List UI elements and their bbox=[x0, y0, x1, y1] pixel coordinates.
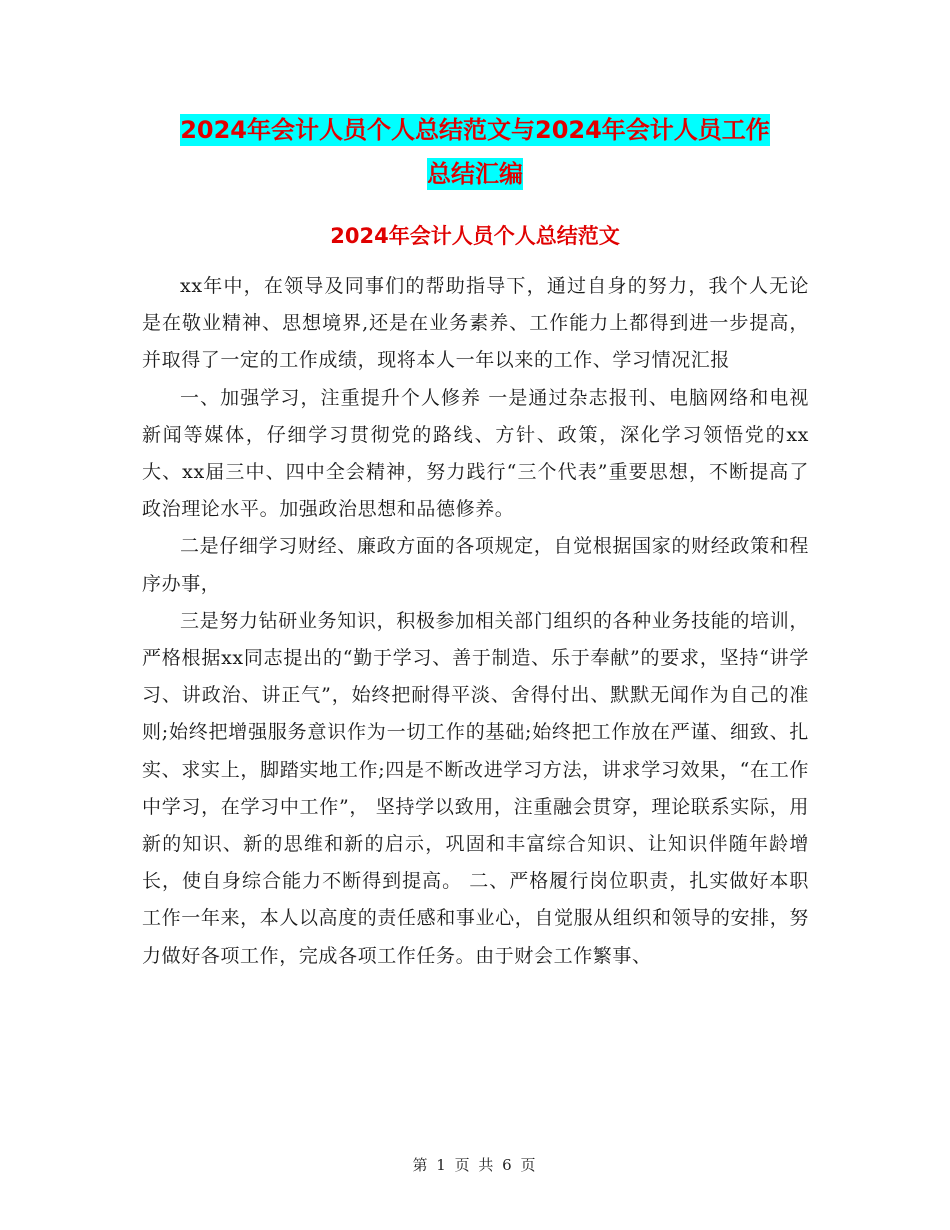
document-title-line-1 bbox=[0, 112, 950, 148]
title-highlight-2: 总结汇编 bbox=[427, 160, 523, 188]
document-body bbox=[142, 268, 809, 975]
paragraph: xx年中，在领导及同事们的帮助指导下，通过自身的努力，我个人无论是在敬业精神、思想境界,还是在业务素养、工作能力上都得到进一步提高，并取得了一定的工作成绩，现将本人一年以来的工作、学习情况汇报 bbox=[142, 275, 809, 372]
section-subtitle: 2024年会计人员个人总结范文 bbox=[330, 224, 620, 248]
paragraph: 一、加强学习，注重提升个人修养 一是通过杂志报刊、电脑网络和电视新闻等媒体，仔细学习贯彻党的路线、方针、政策，深化学习领悟党的xx大、xx届三中、四中全会精神，努力践行“三个代表”重要思想，不断提高了政治理论水平。加强政治思想和品德修养。 bbox=[142, 386, 809, 521]
title-highlight-1: 2024年会计人员个人总结范文与2024年会计人员工作 bbox=[180, 116, 770, 144]
document-title-line-2 bbox=[0, 156, 950, 192]
paragraph: 二是仔细学习财经、廉政方面的各项规定，自觉根据国家的财经政策和程序办事， bbox=[142, 535, 809, 595]
paragraph: 三是努力钻研业务知识，积极参加相关部门组织的各种业务技能的培训，严格根据xx同志提出的“勤于学习、善于制造、乐于奉献”的要求，坚持“讲学习、讲政治、讲正气”，始终把耐得平淡、舍得付出、默默无闻作为自己的准则;始终把增强服务意识作为一切工作的基础;始终把工作放在严谨、细致、扎实、求实上，脚踏实地工作;四是不断改进学习方法，讲求学习效果，“在工作中学习，在学习中工作”， 坚持学以致用，注重融会贯穿，理论联系实际，用新的知识、新的思维和新的启示，巩固和丰富综合知识、让知识伴随年龄增长，使自身综合能力不断得到提高。 二、严格履行岗位职责，扎实做好本职工作一年来，本人以高度的责任感和事业心，自觉服从组织和领导的安排，努力做好各项工作，完成各项工作任务。由于财会工作繁事、 bbox=[142, 609, 809, 967]
page-footer: 第 1 页 共 6 页 bbox=[412, 1156, 538, 1174]
